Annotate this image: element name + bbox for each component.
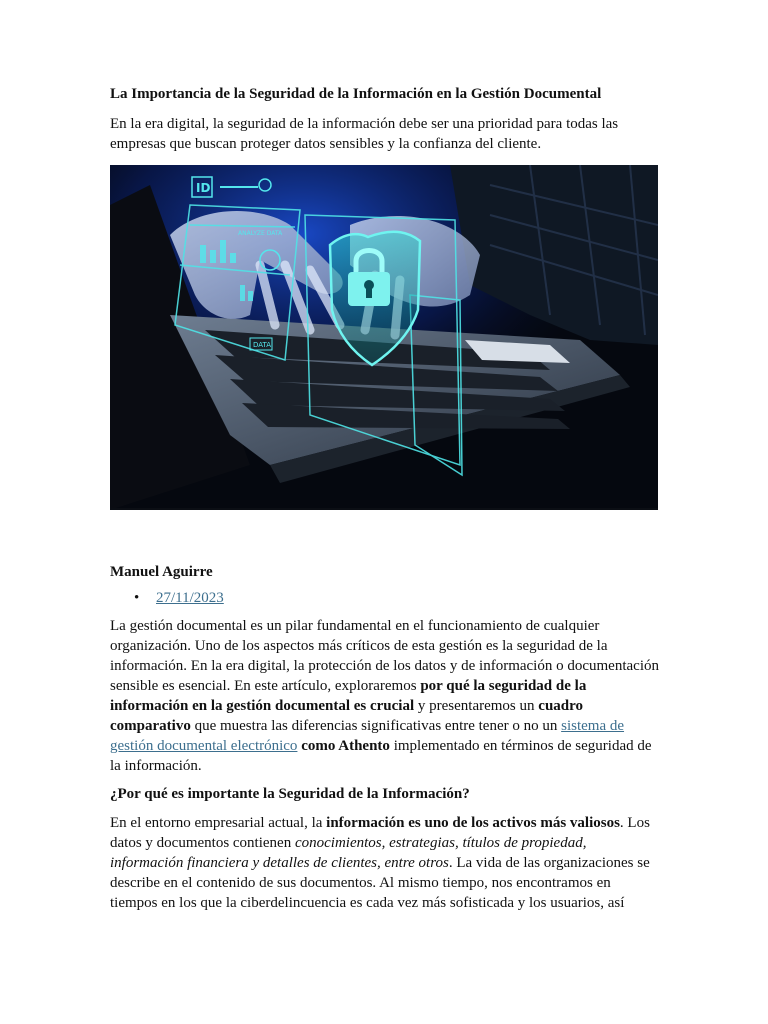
author-name: Manuel Aguirre — [110, 564, 213, 580]
hero-id-label: ID — [196, 181, 211, 195]
article — [110, 84, 660, 913]
section-heading: ¿Por qué es importante la Seguridad de la Información? — [110, 786, 470, 802]
p2-text-1: En el entorno empresarial actual, la — [110, 815, 327, 831]
intro-paragraph: En la era digital, la seguridad de la información debe ser una prioridad para todas las empresas que buscan proteger datos sensibles y la confianza del cliente. — [110, 116, 619, 152]
body-paragraph-2 — [110, 813, 660, 913]
p1-text-1: La gestión documental es un pilar fundamental en el funcionamiento de cualquier organización. Uno de los aspectos más críticos de esta gestión es la seguridad de la información. En la era digital, la protección de los datos y de información o documentación sensible es esencial. En este artículo, exploraremos — [110, 618, 659, 694]
article-title: La Importancia de la Seguridad de la Información en la Gestión Documental — [110, 86, 602, 102]
date-list-item — [110, 588, 660, 608]
hero-image — [110, 165, 658, 510]
p1-text-3: que muestra las diferencias significativas entre tener o no un — [190, 718, 562, 734]
p1-text-2: y presentaremos un — [414, 698, 539, 714]
p1-bold-1: por qué la seguridad de la información en la gestión documental es crucial — [110, 678, 587, 714]
date-list — [110, 588, 660, 608]
p2-italic-1: conocimientos, estrategias, títulos de propiedad, información financiera y detalles de clientes, entre otros — [110, 835, 587, 871]
p1-bold-3: como Athento — [301, 738, 390, 754]
p2-bold-1: información es uno de los activos más valiosos — [326, 815, 620, 831]
publication-date-link[interactable]: 27/11/2023 — [156, 590, 224, 606]
p1-text-5: implementado en términos de seguridad de la información. — [110, 738, 652, 774]
p1-bold-2: cuadro comparativo — [110, 698, 584, 734]
bullet-icon: • — [134, 590, 140, 606]
body-paragraph-1 — [110, 616, 660, 776]
p2-text-2: . Los datos y documentos contienen — [110, 815, 650, 851]
hero-analyze-label: ANALYZE DATA — [238, 230, 283, 237]
cybersecurity-illustration — [110, 165, 658, 510]
hero-data-label: DATA — [253, 341, 272, 349]
dms-link[interactable]: sistema de gestión documental electrónico — [110, 718, 625, 754]
p2-text-3: . La vida de las organizaciones se describe en el contenido de sus documentos. Al mismo tiempo, nos encontramos en tiempos en los que la ciberdelincuencia es cada vez más sofisticada y los usuarios, así — [110, 855, 650, 911]
